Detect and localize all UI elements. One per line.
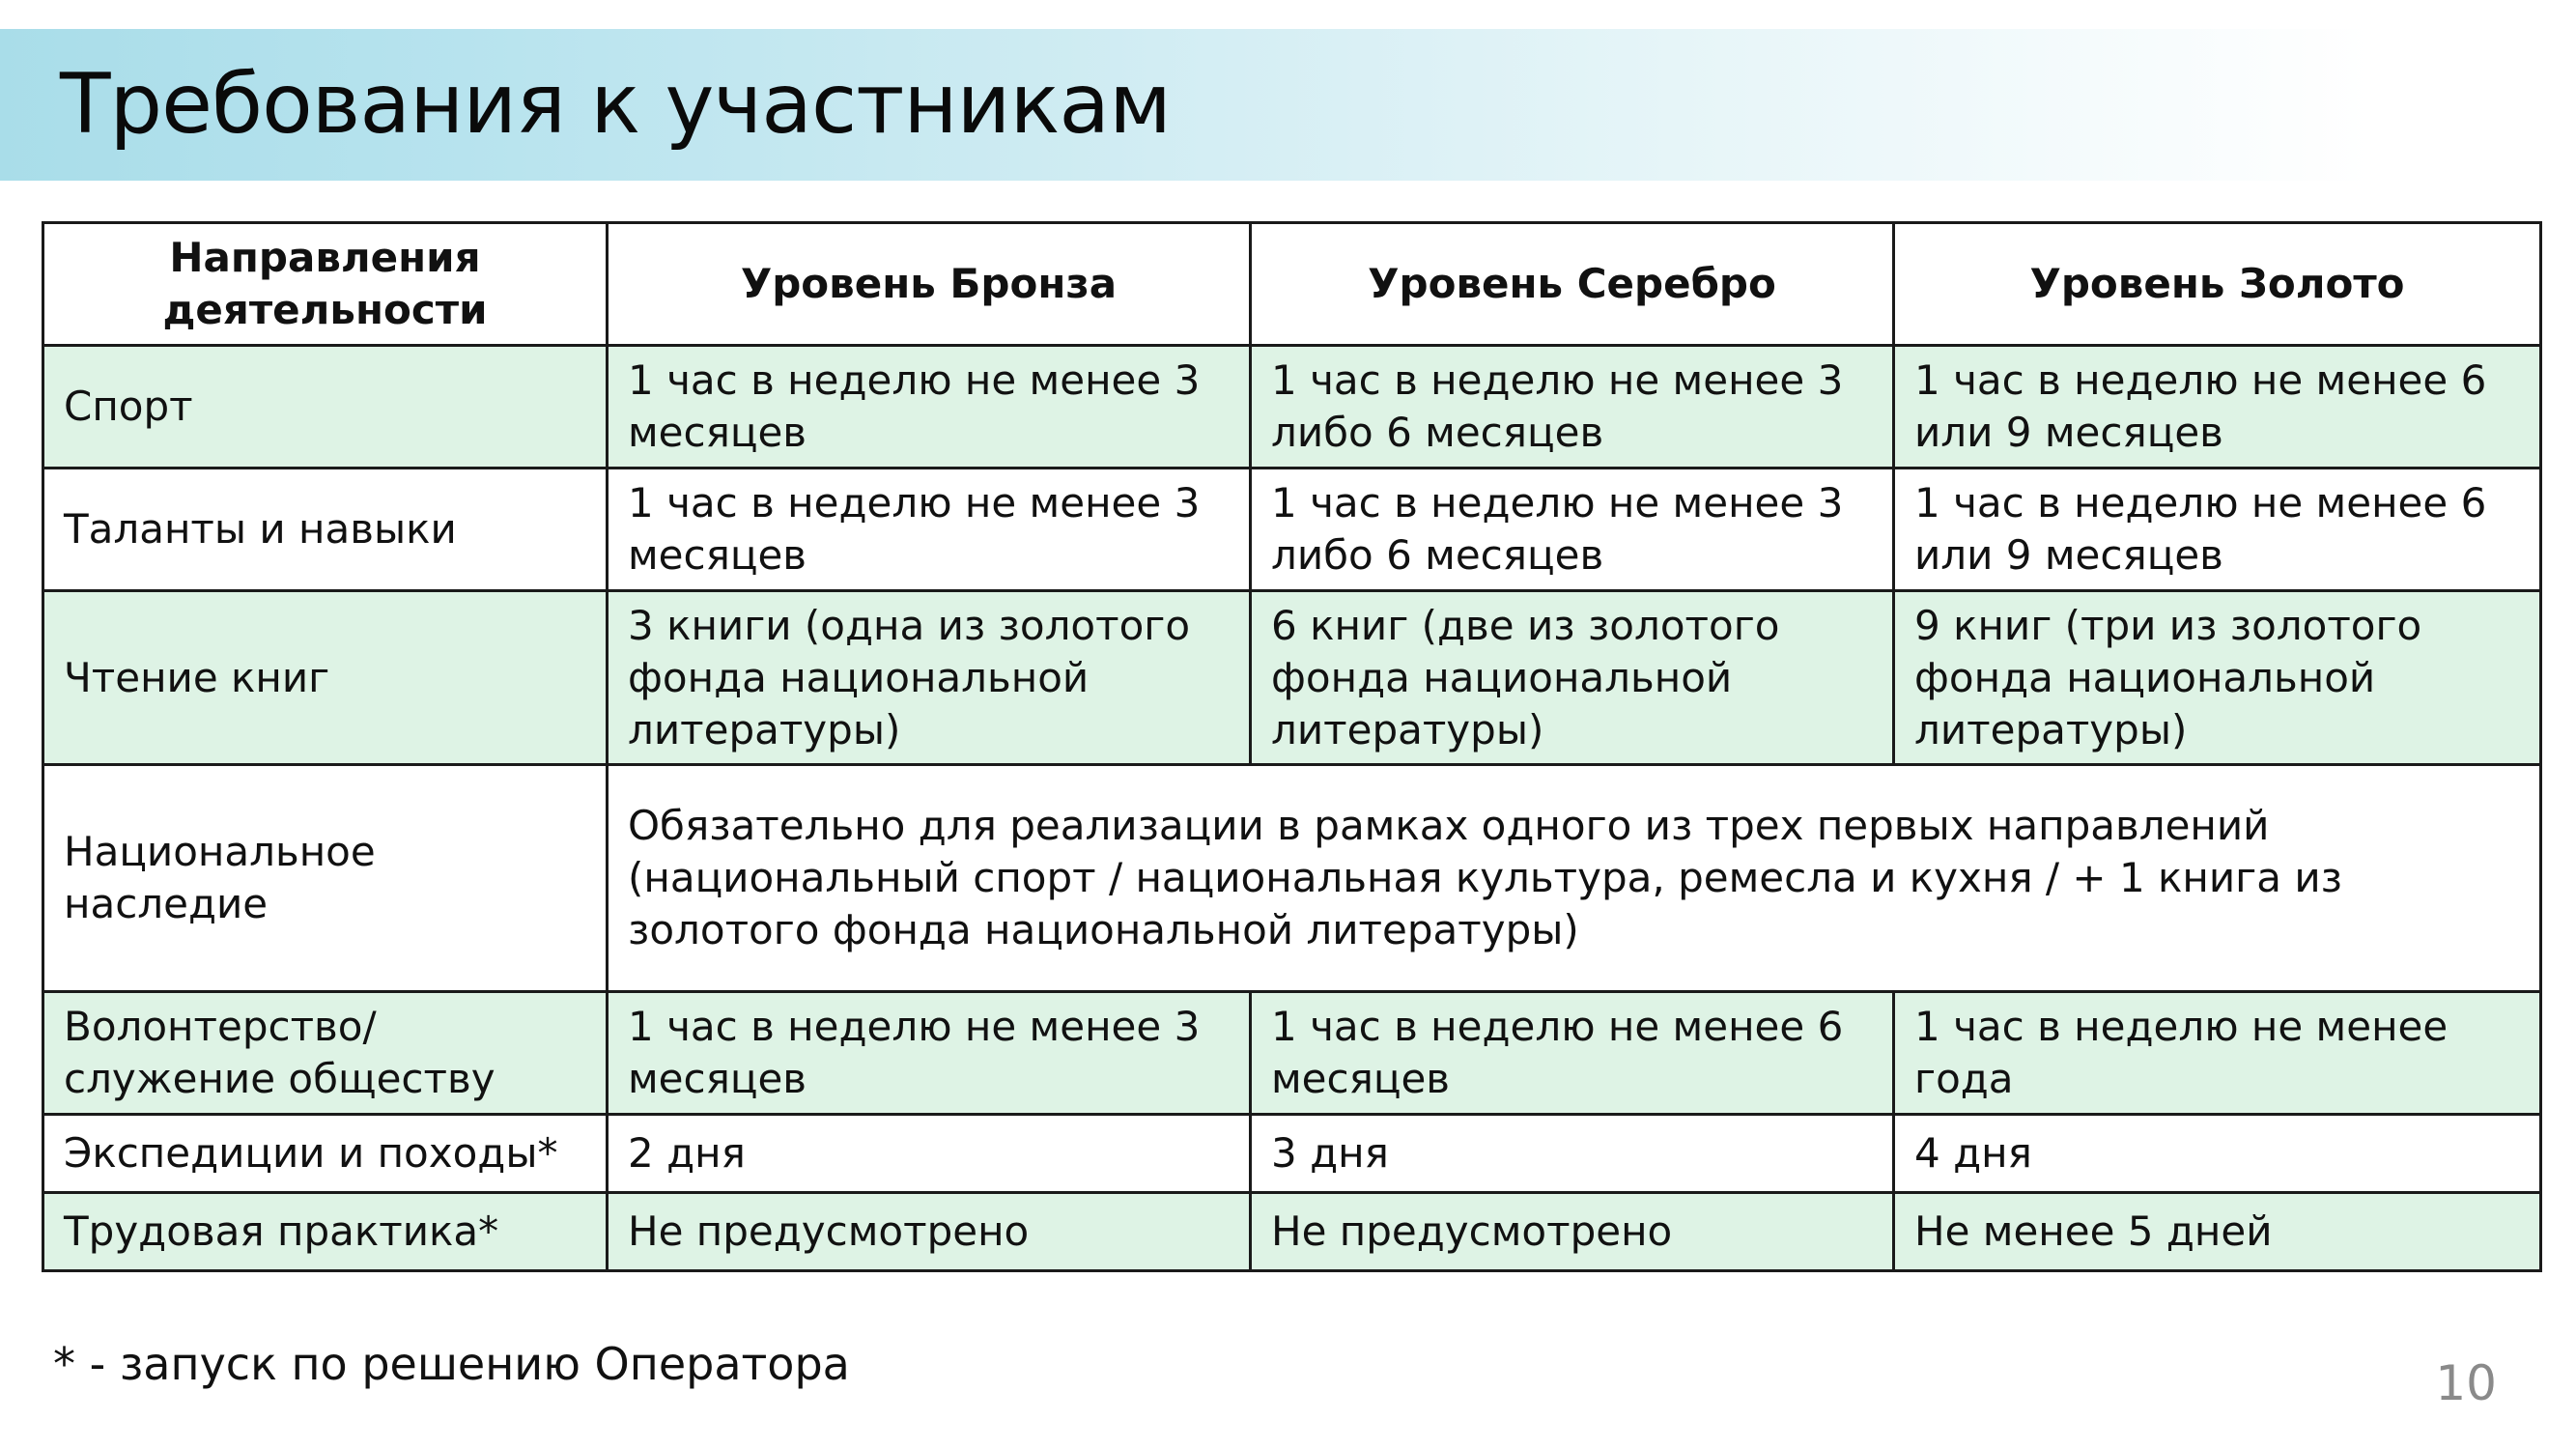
cell-silver: 6 книг (две из золотого фонда национальной литературы)	[1251, 591, 1894, 765]
table-row	[43, 591, 2541, 765]
table-row	[43, 346, 2541, 469]
header-gold: Уровень Золото	[1894, 223, 2541, 346]
cell-bronze: 2 дня	[608, 1115, 1251, 1193]
page-title: Требования к участникам	[60, 56, 1171, 153]
table-row	[43, 1115, 2541, 1193]
header-bronze: Уровень Бронза	[608, 223, 1251, 346]
footnote: * - запуск по решению Оператора	[53, 1338, 850, 1390]
cell-bronze: 1 час в неделю не менее 3 месяцев	[608, 469, 1251, 591]
cell-bronze: Не предусмотрено	[608, 1193, 1251, 1271]
cell-direction: Спорт	[43, 346, 608, 469]
cell-silver: 1 час в неделю не менее 3 либо 6 месяцев	[1251, 469, 1894, 591]
cell-gold: 1 час в неделю не менее 6 или 9 месяцев	[1894, 346, 2541, 469]
cell-gold: 4 дня	[1894, 1115, 2541, 1193]
cell-direction: Чтение книг	[43, 591, 608, 765]
page-number: 10	[2435, 1355, 2497, 1411]
cell-bronze: 3 книги (одна из золотого фонда национальной литературы)	[608, 591, 1251, 765]
cell-direction: Экспедиции и походы*	[43, 1115, 608, 1193]
cell-silver: 1 час в неделю не менее 3 либо 6 месяцев	[1251, 346, 1894, 469]
table-row	[43, 1193, 2541, 1271]
cell-gold: 1 час в неделю не менее 6 или 9 месяцев	[1894, 469, 2541, 591]
table-row	[43, 992, 2541, 1115]
cell-direction: Волонтерство/ служение обществу	[43, 992, 608, 1115]
cell-gold: 9 книг (три из золотого фонда национальной литературы)	[1894, 591, 2541, 765]
cell-silver: 1 час в неделю не менее 6 месяцев	[1251, 992, 1894, 1115]
requirements-table	[42, 221, 2542, 1272]
header-direction: Направления деятельности	[43, 223, 608, 346]
cell-bronze: 1 час в неделю не менее 3 месяцев	[608, 992, 1251, 1115]
cell-direction: Национальное наследие	[43, 765, 608, 992]
cell-gold: 1 час в неделю не менее года	[1894, 992, 2541, 1115]
cell-merged-note: Обязательно для реализации в рамках одного из трех первых направлений (национальный спорт / национальная культура, ремесла и кухня / + 1 книга из золотого фонда национальной литературы)	[608, 765, 2541, 992]
cell-direction: Трудовая практика*	[43, 1193, 608, 1271]
table-row	[43, 469, 2541, 591]
cell-direction: Таланты и навыки	[43, 469, 608, 591]
table-header-row	[43, 223, 2541, 346]
cell-silver: Не предусмотрено	[1251, 1193, 1894, 1271]
cell-gold: Не менее 5 дней	[1894, 1193, 2541, 1271]
cell-bronze: 1 час в неделю не менее 3 месяцев	[608, 346, 1251, 469]
header-silver: Уровень Серебро	[1251, 223, 1894, 346]
table-row	[43, 765, 2541, 992]
cell-silver: 3 дня	[1251, 1115, 1894, 1193]
